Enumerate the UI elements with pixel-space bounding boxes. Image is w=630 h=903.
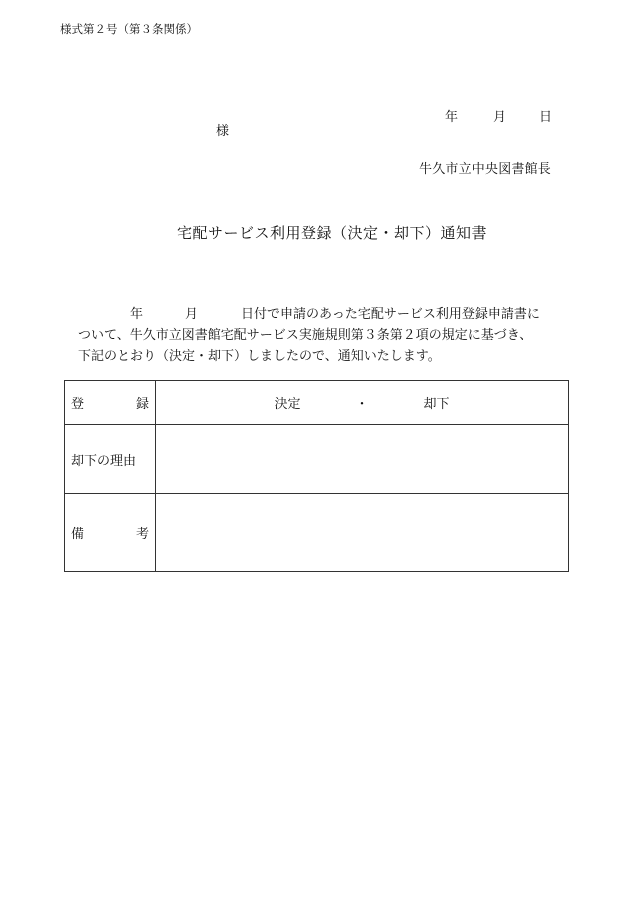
notes-value	[156, 494, 569, 572]
document-title: 宅配サービス利用登録（決定・却下）通知書	[177, 224, 488, 242]
body-line-2: ついて、牛久市立図書館宅配サービス実施規則第３条第２項の規定に基づき、	[78, 328, 533, 343]
registration-label-char-1: 登	[71, 397, 85, 412]
body-line-3: 下記のとおり（決定・却下）しましたので、通知いたします。	[78, 349, 441, 364]
notes-label-cell	[65, 494, 156, 572]
registration-row	[65, 381, 569, 425]
rejection-reason-label: 却下の理由	[65, 425, 156, 494]
date-day-label: 日	[539, 110, 553, 125]
decision-option-reject: 却下	[423, 397, 450, 412]
issuer-name: 牛久市立中央図書館長	[419, 162, 552, 177]
rejection-reason-value	[156, 425, 569, 494]
decision-option-decide: 決定	[274, 397, 301, 412]
registration-label-char-2: 録	[135, 397, 149, 412]
body-year-label: 年	[130, 307, 144, 322]
registration-label-cell	[65, 381, 156, 425]
addressee-honorific: 様	[216, 124, 230, 139]
date-year-label: 年	[445, 110, 459, 125]
notice-table	[64, 380, 569, 572]
body-line-1	[78, 304, 540, 325]
form-number: 様式第２号（第３条関係）	[60, 22, 198, 36]
body-line-1-text: 日付で申請のあった宅配サービス利用登録申請書に	[241, 307, 540, 322]
decision-separator: ・	[355, 397, 369, 412]
registration-value-cell	[156, 381, 569, 425]
date-month-label: 月	[493, 110, 507, 125]
notes-row	[65, 494, 569, 572]
rejection-reason-row	[65, 425, 569, 494]
notes-label-char-1: 備	[71, 527, 85, 542]
notes-label-char-2: 考	[135, 527, 149, 542]
notice-body	[78, 304, 540, 367]
body-month-label: 月	[185, 307, 199, 322]
